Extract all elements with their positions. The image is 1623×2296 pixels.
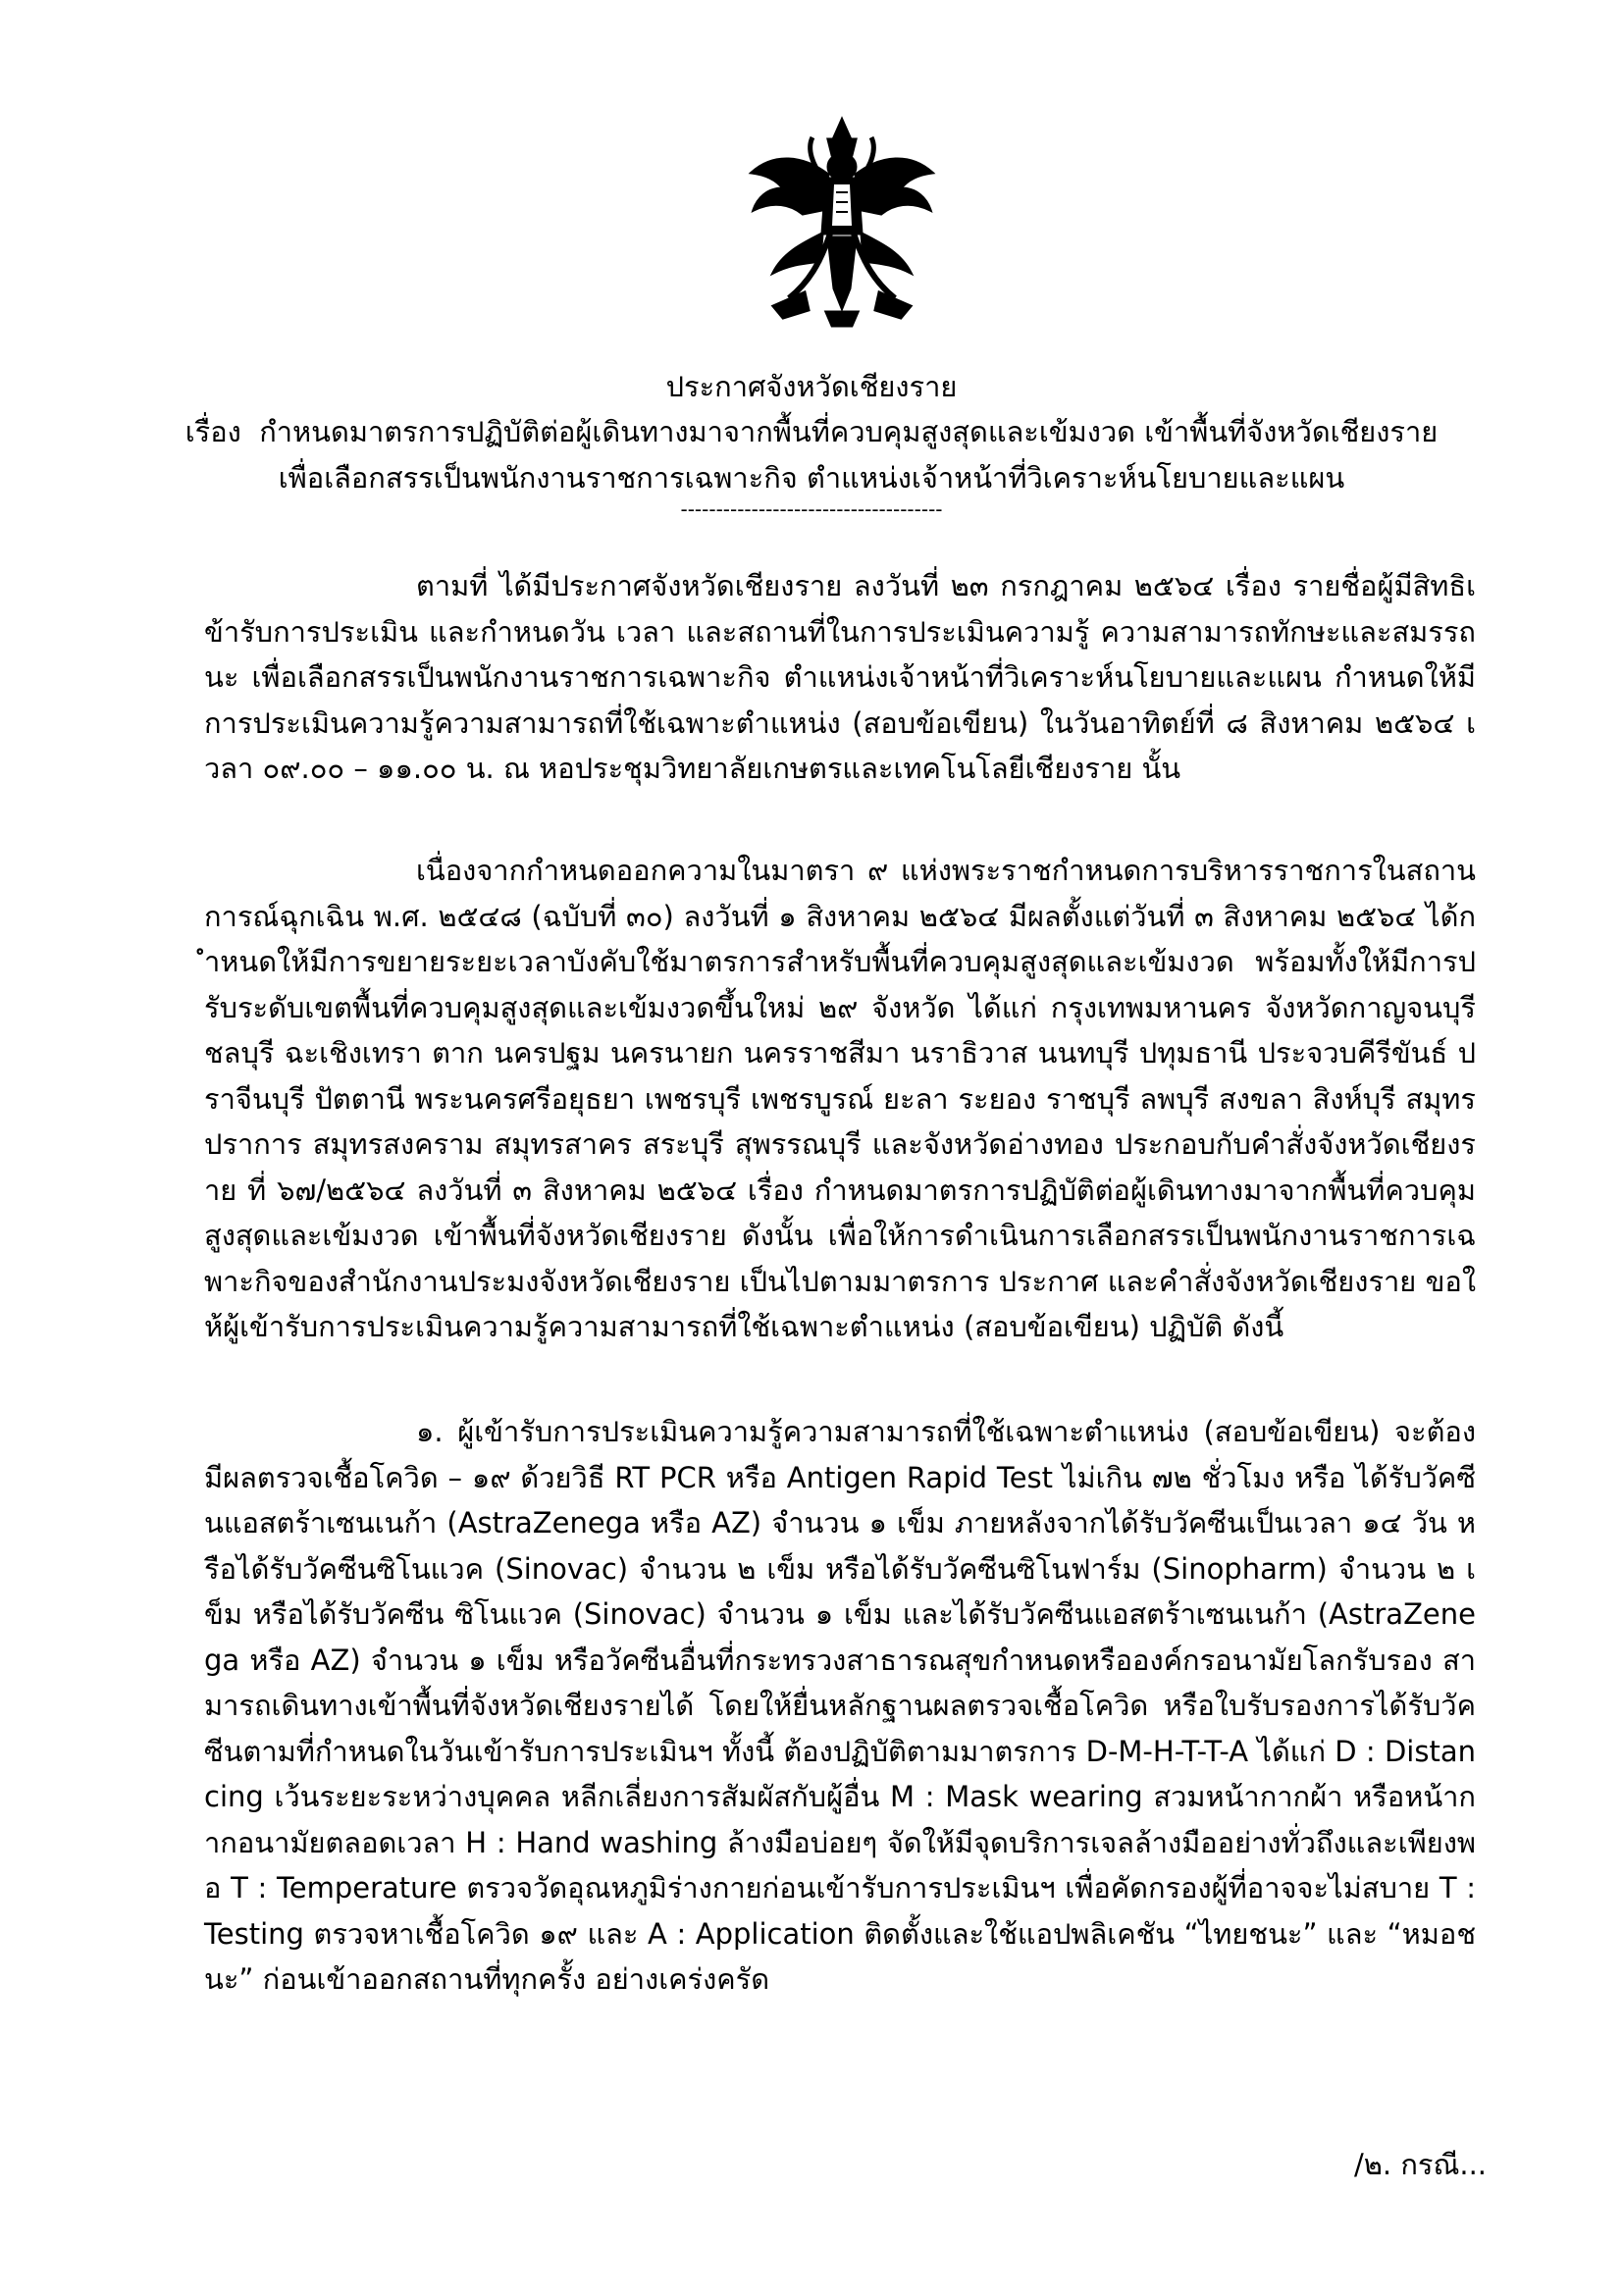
subject-line-1: เรื่อง กำหนดมาตรการปฏิบัติต่อผู้เดินทางมาจากพื้นที่ควบคุมสูงสุดและเข้มงวด เข้าพื้นที่จังหวัดเชียงราย (184, 415, 1439, 448)
announcement-title: ประกาศจังหวัดเชียงราย (665, 370, 958, 403)
subject-line-2: เพื่อเลือกสรรเป็นพนักงานราชการเฉพาะกิจ ตำแหน่งเจ้าหน้าที่วิเคราะห์นโยบายและแผน (278, 461, 1345, 495)
garuda-emblem-icon (744, 116, 940, 334)
paragraph-1: ตามที่ ได้มีประกาศจังหวัดเชียงราย ลงวันที่ ๒๓ กรกฎาคม ๒๕๖๔ เรื่อง รายชื่อผู้มีสิทธิเข้ารับการประเมิน และกำหนดวัน เวลา และสถานที่ในการประเมินความรู้ ความสามารถทักษะและสมรรถนะ เพื่อเลือกสรรเป็นพนักงานราชการเฉพาะกิจ ตำแหน่งเจ้าหน้าที่วิเคราะห์นโยบายและแผน กำหนดให้มีการประเมินความรู้ความสามารถที่ใช้เฉพาะตำแหน่ง (สอบข้อเขียน) ในวันอาทิตย์ที่ ๘ สิงหาคม ๒๕๖๔ เวลา ๐๙.๐๐ – ๑๑.๐๐ น. ณ หอประชุมวิทยาลัยเกษตรและเทคโนโลยีเชียงราย นั้น (204, 569, 1476, 785)
divider: ------------------------------------- (680, 497, 943, 521)
paragraph-3: ๑. ผู้เข้ารับการประเมินความรู้ความสามารถที่ใช้เฉพาะตำแหน่ง (สอบข้อเขียน) จะต้องมีผลตรวจเชื้อโควิด – ๑๙ ด้วยวิธี RT PCR หรือ Antigen Rapid Test ไม่เกิน ๗๒ ชั่วโมง หรือ ได้รับวัคซีนแอสตร้าเซนเนก้า (AstraZenega หรือ AZ) จำนวน ๑ เข็ม ภายหลังจากได้รับวัคซีนเป็นเวลา ๑๔ วัน หรือได้รับวัคซีนซิโนแวค (Sinovac) จำนวน ๒ เข็ม หรือได้รับวัคซีนซิโนฟาร์ม (Sinopharm) จำนวน ๒ เข็ม หรือได้รับวัคซีน ซิโนแวค (Sinovac) จำนวน ๑ เข็ม และได้รับวัคซีนแอสตร้าเซนเนก้า (AstraZenega หรือ AZ) จำนวน ๑ เข็ม หรือวัคซีนอื่นที่กระทรวงสาธารณสุขกำหนดหรือองค์กรอนามัยโลกรับรอง สามารถเดินทางเข้าพื้นที่จังหวัดเชียงรายได้ โดยให้ยื่นหลักฐานผลตรวจเชื้อโควิด หรือใบรับรองการได้รับวัคซีนตามที่กำหนดในวันเข้ารับการประเมินฯ ทั้งนี้ ต้องปฏิบัติตามมาตรการ D-M-H-T-T-A ได้แก่ D : Distancing เว้นระยะระหว่างบุคคล หลีกเลี่ยงการสัมผัสกับผู้อื่น M : Mask wearing สวมหน้ากากผ้า หรือหน้ากากอนามัยตลอดเวลา H : Hand washing ล้างมือบ่อยๆ จัดให้มีจุดบริการเจลล้างมืออย่างทั่วถึงและเพียงพอ T : Temperature ตรวจวัดอุณหภูมิร่างกายก่อนเข้ารับการประเมินฯ เพื่อคัดกรองผู้ที่อาจจะไม่สบาย T : Testing ตรวจหาเชื้อโควิด ๑๙ และ A : Application ติดตั้งและใช้แอปพลิเคชัน “ไทยชนะ” และ “หมอชนะ” ก่อนเข้าออกสถานที่ทุกครั้ง อย่างเคร่งครัด (204, 1415, 1476, 1996)
continuation-marker: /๒. กรณี... (1354, 2148, 1488, 2181)
paragraph-2: เนื่องจากกำหนดออกความในมาตรา ๙ แห่งพระราชกำหนดการบริหารราชการในสถานการณ์ฉุกเฉิน พ.ศ. ๒๕๔๘ (ฉบับที่ ๓๐) ลงวันที่ ๑ สิงหาคม ๒๕๖๔ มีผลตั้งแต่วันที่ ๓ สิงหาคม ๒๕๖๔ ได้กำหนดให้มีการขยายระยะเวลาบังคับใช้มาตรการสำหรับพื้นที่ควบคุมสูงสุดและเข้มงวด พร้อมทั้งให้มีการปรับระดับเขตพื้นที่ควบคุมสูงสุดและเข้มงวดขึ้นใหม่ ๒๙ จังหวัด ได้แก่ กรุงเทพมหานคร จังหวัดกาญจนบุรี ชลบุรี ฉะเชิงเทรา ตาก นครปฐม นครนายก นครราชสีมา นราธิวาส นนทบุรี ปทุมธานี ประจวบคีรีขันธ์ ปราจีนบุรี ปัตตานี พระนครศรีอยุธยา เพชรบุรี เพชรบูรณ์ ยะลา ระยอง ราชบุรี ลพบุรี สงขลา สิงห์บุรี สมุทรปราการ สมุทรสงคราม สมุทรสาคร สระบุรี สุพรรณบุรี และจังหวัดอ่างทอง ประกอบกับคำสั่งจังหวัดเชียงราย ที่ ๖๗/๒๕๖๔ ลงวันที่ ๓ สิงหาคม ๒๕๖๔ เรื่อง กำหนดมาตรการปฏิบัติต่อผู้เดินทางมาจากพื้นที่ควบคุมสูงสุดและเข้มงวด เข้าพื้นที่จังหวัดเชียงราย ดังนั้น เพื่อให้การดำเนินการเลือกสรรเป็นพนักงานราชการเฉพาะกิจของสำนักงานประมงจังหวัดเชียงราย เป็นไปตามมาตรการ ประกาศ และคำสั่งจังหวัดเชียงราย ขอให้ผู้เข้ารับการประเมินความรู้ความสามารถที่ใช้เฉพาะตำแหน่ง (สอบข้อเขียน) ปฏิบัติ ดังนี้ (204, 854, 1476, 1343)
